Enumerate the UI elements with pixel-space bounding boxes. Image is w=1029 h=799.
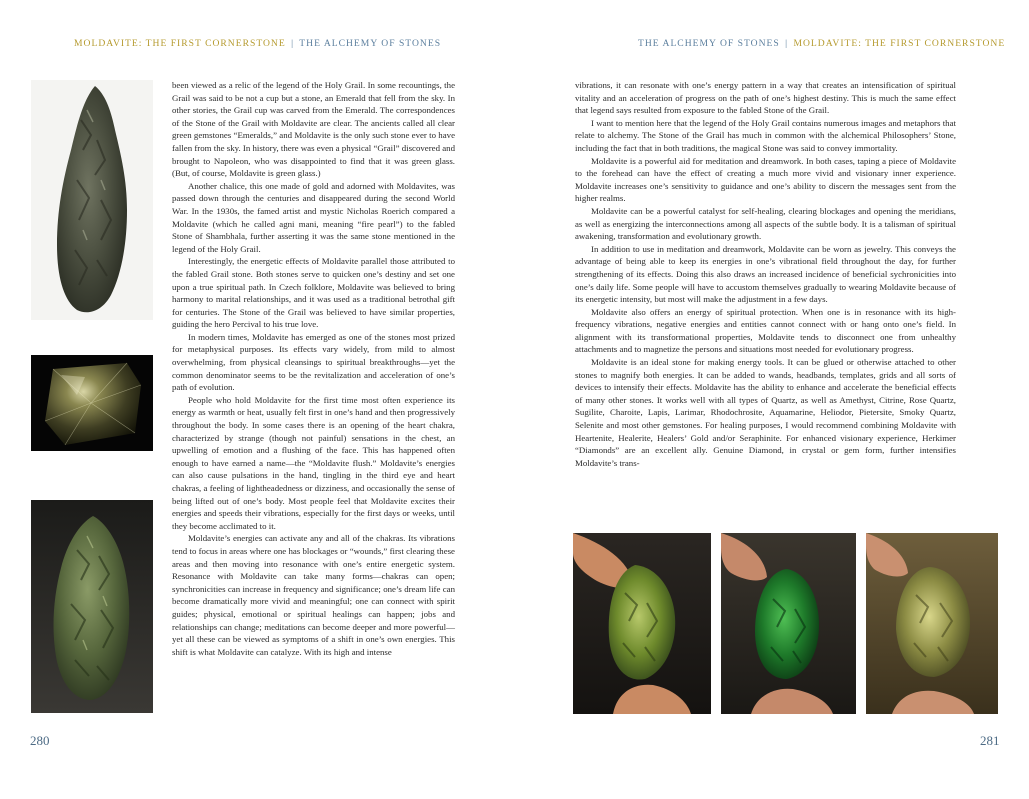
header-book-title: THE ALCHEMY OF STONES <box>638 38 780 49</box>
right-page <box>515 0 1029 799</box>
paragraph: In addition to use in meditation and dreamwork, Moldavite can be worn as jewelry. This conveys the advantage of being able to keep its energies in one’s vibrational field throughout the day, for further strengthening of its effects. Doing this also draws an increased incidence of beneficial sychronicities into one’s daily life. Some people will have to accustom themselves gradually to wearing Moldavite because of its energetic intensity, but most will make the adjustment in a few days. <box>575 243 956 305</box>
paragraph: In modern times, Moldavite has emerged as one of the stones most prized for metaphysical purposes. Its effects vary widely, from mild to almost overwhelming, from physical cleansings to spiritual breakthroughs—yet the common denominator seems to be the revitalization and acceleration of one’s path of evolution. <box>172 331 455 393</box>
moldavite-rough-photo <box>31 80 153 320</box>
header-separator: | <box>785 38 789 49</box>
header-chapter-title: MOLDAVITE: THE FIRST CORNERSTONE <box>74 38 286 49</box>
paragraph: Another chalice, this one made of gold and adorned with Moldavites, was passed down through the centuries and disappeared during the second World War. In the 1930s, the famed artist and mystic Nicholas Roerich compared a Moldavite (which he called agni mani, meaning “fire pearl”) to the fabled Stone of Shambhala, further asserting it was the same stone mentioned in the legend of the Holy Grail. <box>172 180 455 254</box>
paragraph: Moldavite’s energies can activate any and all of the chakras. Its vibrations tend to focus in areas where one has blockages or “wounds,” first clearing these areas and then moving into resonance with one’s entire energetic system. Resonance with Moldavite can take many forms—chakras can open; synchronicities can increase in frequency and significance; one’s dream life can become dramatically more vivid and meaningful; one can connect with spirit guides; physical, emotional or spiritual healings can happen; jobs and relationships can change; meditations can become deeper and more powerful—yet all these can be viewed as symptoms of a shift in one’s own energies. This shift is what Moldavite can catalyze. With its high and intense <box>172 533 455 657</box>
header-separator: | <box>291 38 295 49</box>
moldavite-held-photo-2 <box>721 533 856 714</box>
paragraph: been viewed as a relic of the legend of the Holy Grail. In some recountings, the Grail was said to be not a cup but a stone, an Emerald that fell from the sky. In other stories, the Grail cup was carved from the Emerald. The correspondences of the Stone of the Grail with Moldavite are clear. The ancients called all clear green gemstones “Emeralds,” and Moldavite is the only such stone ever to have fallen from the sky. In history, there was even a physical “Grail” discovered and brought to Napoleon, who was disappointed to find that it was green glass. (But, of course, Moldavite is green glass.) <box>172 80 455 179</box>
paragraph: vibrations, it can resonate with one’s energy pattern in a way that creates an intensification of spiritual vitality and an acceleration of progress on the path of one’s highest destiny. This is much the same effect that legend says resulted from exposure to the fabled Stone of the Grail. <box>575 80 956 116</box>
paragraph: People who hold Moldavite for the first time most often experience its energy as warmth or heat, usually felt first in one’s hand and then progressively throughout the body. In some cases there is an opening of the heart chakra, characterized by strange (though not painful) sensations in the chest, an upwelling of emotion and a flushing of the face. This has happened often enough to have earned a name—the “Moldavite flush.” Moldavite’s energies can also cause pulsations in the hand, tingling in the third eye and heart chakras, a feeling of lightheadedness or dizziness, and occasionally the sense of being lifted out of one’s body. Most people feel that Moldavite excites their energies and speeds their vibrations, especially for the first days or weeks, until they become acclimated to it. <box>172 394 455 531</box>
body-text-left <box>172 79 455 658</box>
page-number-left: 280 <box>30 733 50 748</box>
moldavite-held-photo-3 <box>866 533 998 714</box>
paragraph: I want to mention here that the legend of the Holy Grail contains numerous images and metaphors that relate to alchemy. The Stone of the Grail has much in common with the alchemical Philosophers’ Stone, including the fact that in both traditions, the magical Stone was said to convey immortality. <box>575 117 956 153</box>
paragraph: Moldavite can be a powerful catalyst for self-healing, clearing blockages and opening the meridians, as well as energizing the interconnections among all aspects of the subtle body. It is a talisman of spiritual awakening, transformation and evolutionary growth. <box>575 205 956 242</box>
moldavite-held-photo-1 <box>573 533 711 714</box>
paragraph: Moldavite also offers an energy of spiritual protection. When one is in resonance with its high-frequency vibrations, negative energies and entities cannot connect with or hang onto one’s field. In alignment with its transformational properties, Moldavite tends to disconnect one from unhealthy attachments and to magnetize the persons and situations most needed for evolutionary progress. <box>575 306 956 355</box>
paragraph: Moldavite is a powerful aid for meditation and dreamwork. In both cases, taping a piece of Moldavite to the forehead can have the effect of creating a much more vivid and visionary inner experience. Moldavite increases one’s sensitivity to guidance and one’s ability to discern the messages sent from the higher realms. <box>575 155 956 204</box>
header-book-title: THE ALCHEMY OF STONES <box>299 38 442 49</box>
header-chapter-title: MOLDAVITE: THE FIRST CORNERSTONE <box>793 38 1006 49</box>
left-page <box>0 0 514 799</box>
running-header-right <box>638 38 1005 49</box>
running-header-left <box>74 38 441 49</box>
paragraph: Interestingly, the energetic effects of Moldavite parallel those attributed to the fabled Grail stone. Both stones serve to quicken one’s destiny and set one upon a true spiritual path. In Czech folklore, Moldavite was believed to bring harmony to marital relationships, and it was used as a traditional betrothal gift for centuries. The Stone of the Grail was believed to have similar properties, guiding the hero Percival to his true love. <box>172 256 455 330</box>
moldavite-gem-photo <box>31 355 153 451</box>
body-text-right <box>575 79 956 469</box>
page-number-right: 281 <box>980 733 1000 748</box>
moldavite-specimen-photo <box>31 500 153 713</box>
paragraph: Moldavite is an ideal stone for making energy tools. It can be glued or otherwise attached to other stones to magnify both energies. It can be added to wands, headbands, templates, grids and all sorts of devices to intensify their effects. Moldavite has the ability to enhance and accelerate the beneficial effects of many other stones. It works well with all types of Quartz, as well as Amethyst, Citrine, Rose Quartz, Sugilite, Charoite, Lapis, Larimar, Rhodochrosite, Aquamarine, Heliodor, Pietersite, Smoky Quartz, Selenite and most other gemstones. For healing purposes, I would recommend combining Moldavite with Heartenite, Healerite, Healers’ Gold and/or Seraphinite. For enhanced visionary experience, Herkimer “Diamonds” are an excellent ally. Genuine Diamond, in crystal or gem form, further intensifies Moldavite’s trans- <box>575 357 956 468</box>
